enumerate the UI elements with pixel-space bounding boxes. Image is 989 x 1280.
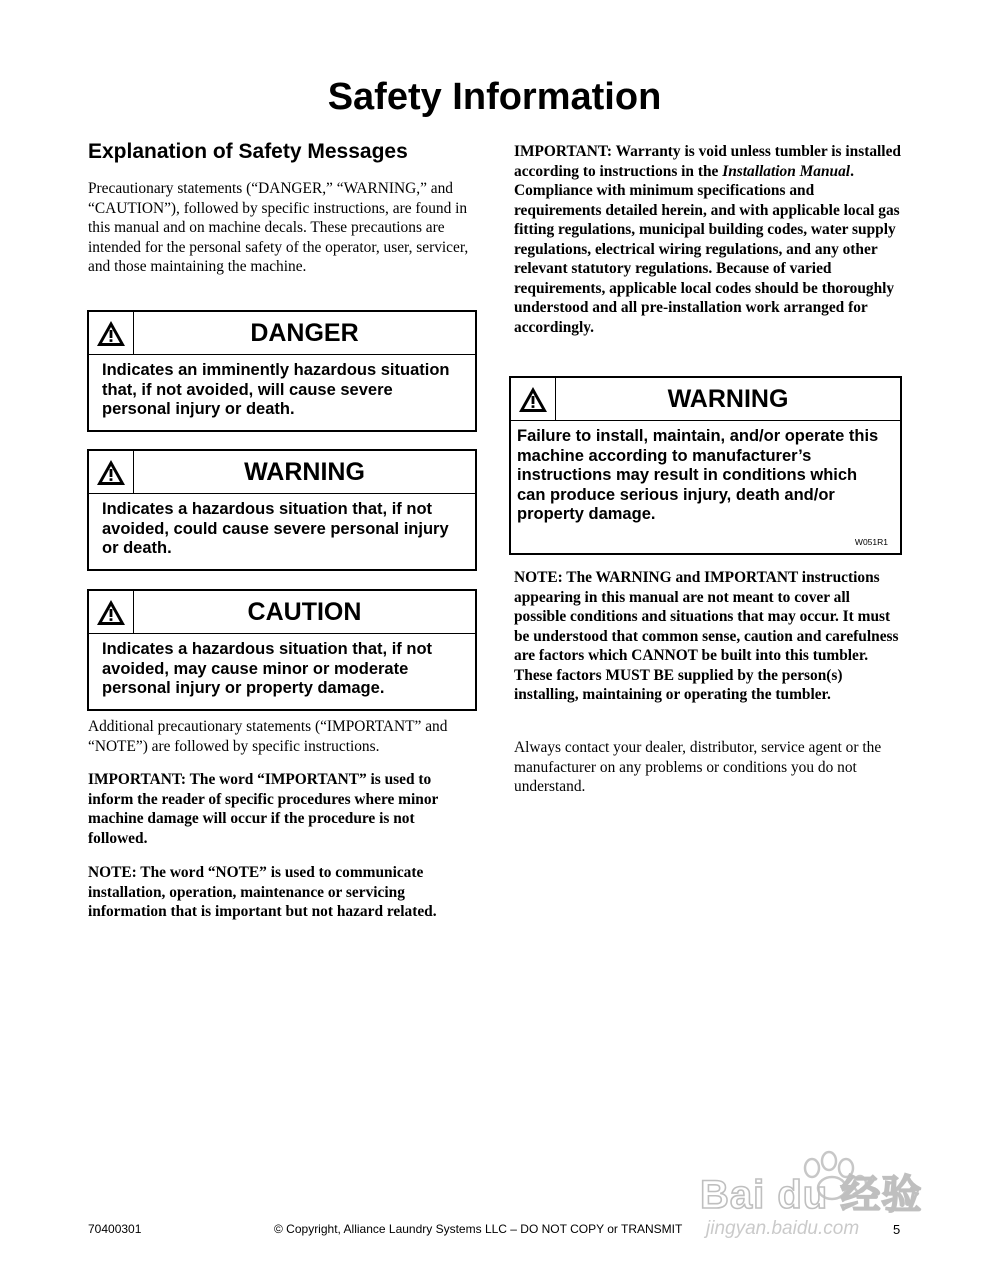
caution-text: Indicates a hazardous situation that, if not avoided, may cause minor or moderate personal injury or property damage. [102,640,433,697]
intro-paragraph: Precautionary statements (“DANGER,” “WARNING,” and “CAUTION”), followed by specific instructions, are found in this manual and on machine decals. These precautions are intended for the personal safety of the operator, user, servicer, and those maintaining the machine. [88,180,469,275]
danger-text: Indicates an imminently hazardous situation that, if not avoided, will cause severe personal injury or death. [102,361,450,418]
page-title: Safety Information [327,76,662,118]
additional-paragraph: Additional precautionary statements (“IMPORTANT” and “NOTE”) are followed by specific instructions. [88,718,448,755]
warning-text: Indicates a hazardous situation that, if not avoided, could cause severe personal injury or death. [102,500,449,557]
warranty-text-start: IMPORTANT: Warranty is void unless tumbler is installed according to instructions in the [514,143,901,180]
note-paragraph: NOTE: The WARNING and IMPORTANT instructions appearing in this manual are not meant to cover all possible conditions and situations that may occur. It must be understood that common sense, caution and carefulness are factors which CANNOT be built into this tumbler. These factors MUST BE supplied by the person(s) installing, maintaining or operating the tumbler. [514,569,899,703]
document-number: 70400301 [88,1222,142,1236]
caution-label: CAUTION [247,597,362,626]
installation-warning-box [509,376,902,555]
watermark-url: jingyan.baidu.com [706,1218,860,1239]
installation-manual-title: Installation Manual [722,162,851,180]
installation-warning-triangle-icon [511,378,556,420]
contact-paragraph: Always contact your dealer, distributor, service agent or the manufacturer on any problems or conditions you do not understand. [514,739,882,795]
danger-label: DANGER [250,318,359,347]
warranty-important-paragraph [514,142,902,337]
warning-code: W051R1 [854,537,888,547]
installation-warning-text: Failure to install, maintain, and/or operate this machine according to manufacturer’s instructions may result in conditions which can produce serious injury, death and/or property damage. [517,427,879,523]
caution-box [87,589,477,711]
note-definition: NOTE: The word “NOTE” is used to communicate installation, operation, maintenance or servicing information that is important but not hazard related. [88,864,437,920]
warning-label: WARNING [244,457,365,486]
warning-warning-triangle-icon [89,451,134,493]
copyright-notice: © Copyright, Alliance Laundry Systems LLC – DO NOT COPY or TRANSMIT [274,1222,683,1236]
page-number: 5 [893,1222,901,1237]
baidu-watermark [700,1128,930,1238]
watermark-brand: Bai du 经验 [700,1173,923,1217]
installation-warning-label: WARNING [667,384,789,413]
caution-warning-triangle-icon [89,591,134,633]
danger-warning-triangle-icon [89,312,134,354]
warranty-text-end: . Compliance with minimum specifications and requirements detailed herein, and with applicable local gas fitting regulations, municipal building codes, water supply regulations, electrical wiring regulations, and any other relevant statutory regulations. Because of varied requirements, applicable local codes should be thoroughly understood and all pre-installation work arranged for accordingly. [514,162,900,336]
important-definition: IMPORTANT: The word “IMPORTANT” is used to inform the reader of specific procedures where minor machine damage will occur if the procedure is not followed. [88,771,439,847]
warning-box [87,449,477,571]
section-heading: Explanation of Safety Messages [88,140,408,163]
danger-box [87,310,477,432]
